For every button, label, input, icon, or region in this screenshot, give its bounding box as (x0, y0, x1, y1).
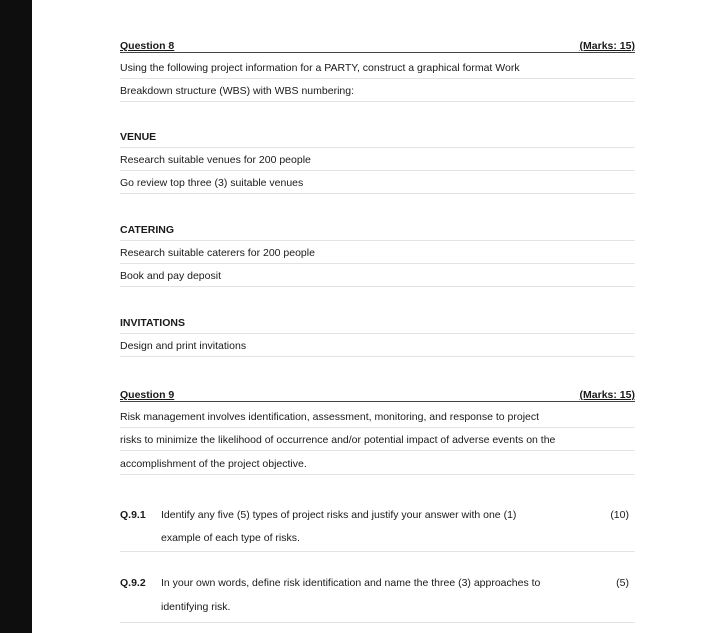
subquestion-9-2 (120, 572, 635, 623)
q8-intro-line-1: Using the following project information for a PARTY, construct a graphical format Work (120, 57, 635, 79)
invitations-heading: INVITATIONS (120, 312, 635, 334)
catering-heading: CATERING (120, 219, 635, 241)
invitations-item-1: Design and print invitations (120, 335, 635, 357)
question-8-marks: (Marks: 15) (579, 40, 635, 52)
subquestion-9-1-number: Q.9.1 (120, 509, 146, 521)
subquestion-9-1-text-line-2: example of each type of risks. (161, 532, 300, 544)
subquestion-9-1-marks: (10) (610, 509, 629, 521)
catering-item-2: Book and pay deposit (120, 265, 635, 287)
subquestion-9-2-marks: (5) (616, 577, 629, 589)
venue-item-1: Research suitable venues for 200 people (120, 149, 635, 171)
subquestion-9-2-text-line-2: identifying risk. (161, 601, 231, 613)
q9-intro-line-3: accomplishment of the project objective. (120, 453, 635, 475)
q8-intro-line-2: Breakdown structure (WBS) with WBS numbering: (120, 80, 635, 102)
question-9-title: Question 9 (120, 389, 175, 401)
subquestion-9-1-text-line-1: Identify any five (5) types of project risks and justify your answer with one (1) (161, 509, 517, 521)
document-page (113, 0, 637, 633)
catering-item-1: Research suitable caterers for 200 people (120, 242, 635, 264)
question-9-marks: (Marks: 15) (579, 389, 635, 401)
left-dark-border (0, 0, 32, 633)
q9-intro-line-1: Risk management involves identification, assessment, monitoring, and response to project (120, 406, 635, 428)
q9-intro-line-2: risks to minimize the likelihood of occurrence and/or potential impact of adverse events on the (120, 429, 635, 451)
venue-item-2: Go review top three (3) suitable venues (120, 172, 635, 194)
subquestion-9-1 (120, 503, 635, 552)
subquestion-9-2-number: Q.9.2 (120, 577, 146, 589)
question-8-header (120, 36, 635, 53)
venue-heading: VENUE (120, 126, 635, 148)
subquestion-9-2-text-line-1: In your own words, define risk identification and name the three (3) approaches to (161, 577, 541, 589)
question-9-header (120, 385, 635, 402)
question-8-title: Question 8 (120, 40, 175, 52)
